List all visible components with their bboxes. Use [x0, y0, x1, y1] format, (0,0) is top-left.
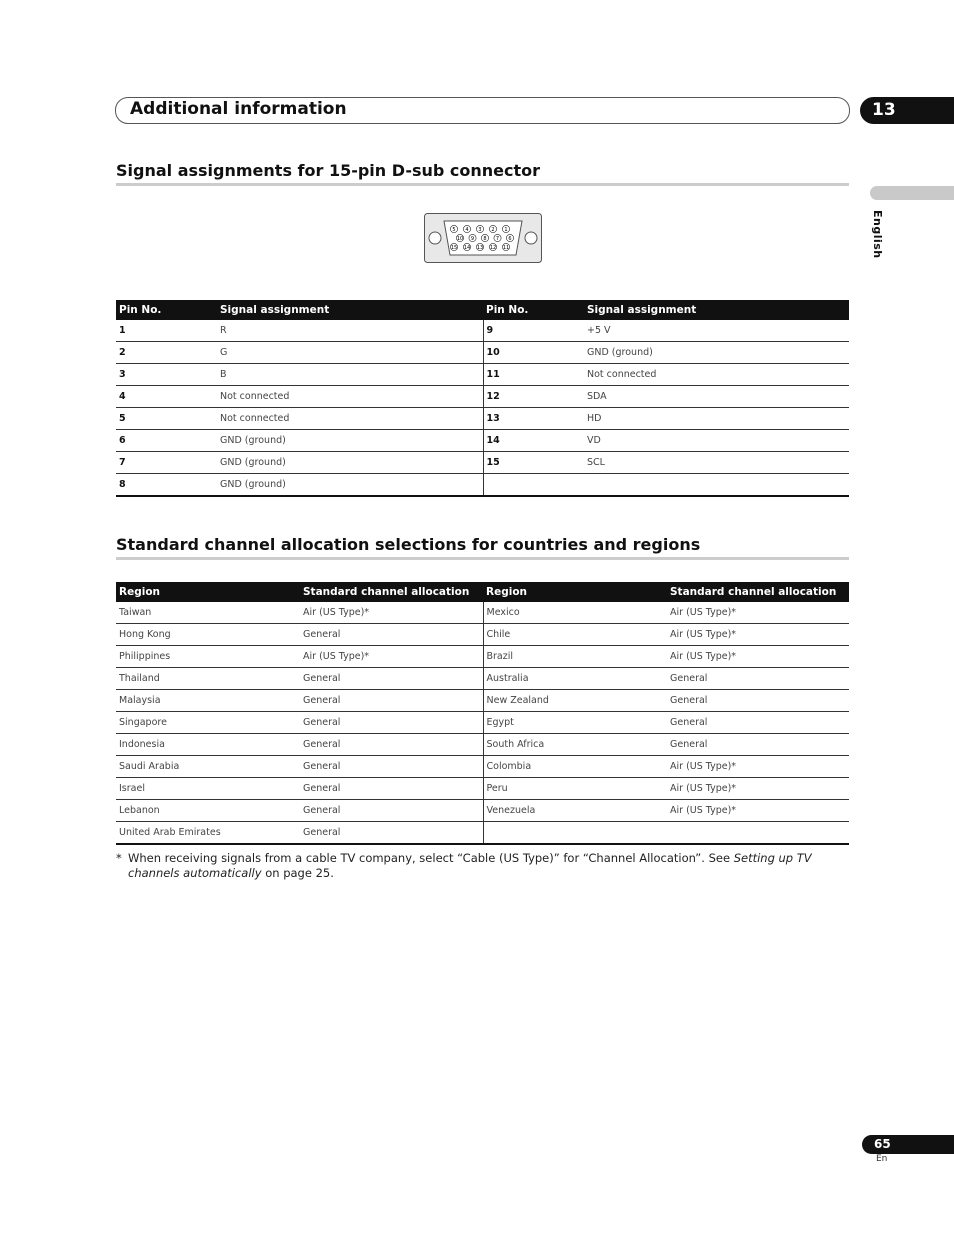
pin-number: 10 — [456, 235, 464, 242]
table-cell: 10 — [483, 342, 584, 364]
table-cell: B — [217, 364, 483, 386]
pin-number: 8 — [483, 235, 487, 242]
table-cell: Singapore — [116, 712, 300, 734]
table-row — [116, 756, 849, 778]
table-row — [116, 364, 849, 386]
table-cell: 8 — [116, 474, 217, 497]
table-cell: GND (ground) — [217, 452, 483, 474]
table-header-row — [116, 300, 849, 320]
table-cell: 7 — [116, 452, 217, 474]
page-number: 65 — [862, 1135, 954, 1154]
table-cell: General — [300, 756, 483, 778]
table-cell: General — [300, 734, 483, 756]
column-header: Signal assignment — [584, 300, 849, 320]
table-cell: Air (US Type)* — [667, 602, 849, 624]
table-row — [116, 646, 849, 668]
table-cell — [483, 822, 667, 845]
table-cell: Philippines — [116, 646, 300, 668]
table-cell: General — [300, 668, 483, 690]
pin-number: 7 — [495, 235, 500, 242]
table-cell: 15 — [483, 452, 584, 474]
table-cell: General — [300, 778, 483, 800]
table-cell: 9 — [483, 320, 584, 342]
table-row — [116, 690, 849, 712]
table-header-row — [116, 582, 849, 602]
pin-number: 12 — [489, 244, 497, 251]
section-title-channel: Standard channel allocation selections for countries and regions — [116, 535, 701, 554]
table-cell: Air (US Type)* — [667, 646, 849, 668]
table-cell: GND (ground) — [217, 474, 483, 497]
table-row — [116, 822, 849, 845]
pin-number: 5 — [452, 226, 456, 233]
table-row — [116, 430, 849, 452]
table-cell: 4 — [116, 386, 217, 408]
table-row — [116, 712, 849, 734]
table-row — [116, 602, 849, 624]
table-cell: Venezuela — [483, 800, 667, 822]
table-row — [116, 624, 849, 646]
table-cell: Egypt — [483, 712, 667, 734]
table-row — [116, 668, 849, 690]
table-row — [116, 452, 849, 474]
page-language-code: En — [876, 1154, 888, 1164]
table-cell: New Zealand — [483, 690, 667, 712]
table-cell: Air (US Type)* — [667, 756, 849, 778]
table-cell: Colombia — [483, 756, 667, 778]
table-cell: Thailand — [116, 668, 300, 690]
table-cell: Not connected — [584, 364, 849, 386]
table-cell: Air (US Type)* — [300, 646, 483, 668]
table-cell: Hong Kong — [116, 624, 300, 646]
pin-number: 1 — [504, 226, 508, 233]
column-header: Standard channel allocation — [667, 582, 849, 602]
table-cell: GND (ground) — [217, 430, 483, 452]
table-cell: General — [300, 822, 483, 845]
pin-number: 13 — [476, 244, 484, 251]
table-cell: +5 V — [584, 320, 849, 342]
pin-number: 6 — [508, 235, 512, 242]
table-row — [116, 408, 849, 430]
table-cell: General — [300, 800, 483, 822]
table-row — [116, 800, 849, 822]
table-row — [116, 342, 849, 364]
language-label: English — [871, 210, 884, 259]
pin-number: 15 — [450, 244, 458, 251]
table-cell: General — [667, 712, 849, 734]
column-header: Pin No. — [483, 300, 584, 320]
table-row — [116, 778, 849, 800]
table-cell: R — [217, 320, 483, 342]
table-cell: 3 — [116, 364, 217, 386]
table-row — [116, 734, 849, 756]
table-cell: Chile — [483, 624, 667, 646]
table-cell: General — [667, 734, 849, 756]
table-cell: Taiwan — [116, 602, 300, 624]
section-divider — [116, 183, 849, 186]
column-header: Region — [483, 582, 667, 602]
table-cell — [584, 474, 849, 497]
table-cell: G — [217, 342, 483, 364]
table-cell: General — [300, 690, 483, 712]
table-cell: Saudi Arabia — [116, 756, 300, 778]
language-tab — [870, 186, 954, 200]
table-cell: Air (US Type)* — [300, 602, 483, 624]
table-cell: General — [667, 668, 849, 690]
table-cell: Indonesia — [116, 734, 300, 756]
table-cell: Australia — [483, 668, 667, 690]
footnote — [116, 851, 836, 881]
table-cell — [667, 822, 849, 845]
table-cell: 12 — [483, 386, 584, 408]
table-cell: Air (US Type)* — [667, 778, 849, 800]
table-cell: 11 — [483, 364, 584, 386]
table-cell: SCL — [584, 452, 849, 474]
table-cell: 1 — [116, 320, 217, 342]
table-cell: South Africa — [483, 734, 667, 756]
column-header: Region — [116, 582, 300, 602]
pin-assignment-table — [116, 300, 849, 497]
table-cell: Not connected — [217, 408, 483, 430]
table-cell: 6 — [116, 430, 217, 452]
table-cell: Peru — [483, 778, 667, 800]
table-cell: General — [300, 712, 483, 734]
table-cell: General — [300, 624, 483, 646]
channel-allocation-table — [116, 582, 849, 845]
table-cell: Lebanon — [116, 800, 300, 822]
table-cell: HD — [584, 408, 849, 430]
column-header: Pin No. — [116, 300, 217, 320]
pin-number: 9 — [470, 235, 475, 242]
chapter-header-bar — [115, 97, 850, 124]
section-divider — [116, 557, 849, 560]
table-cell: 5 — [116, 408, 217, 430]
table-cell: General — [667, 690, 849, 712]
chapter-title: Additional information — [130, 99, 347, 119]
pin-number: 4 — [465, 226, 469, 233]
table-cell: VD — [584, 430, 849, 452]
table-cell: Israel — [116, 778, 300, 800]
pin-number: 3 — [478, 226, 482, 233]
table-cell: United Arab Emirates — [116, 822, 300, 845]
footnote-reference: Setting up TV channels automatically — [128, 851, 812, 880]
table-cell: 13 — [483, 408, 584, 430]
dsub-connector-diagram — [424, 213, 542, 263]
table-cell: Brazil — [483, 646, 667, 668]
pin-number: 2 — [491, 226, 495, 233]
footnote-marker: * — [116, 851, 122, 865]
table-cell: SDA — [584, 386, 849, 408]
footnote-text-end: on page 25. — [261, 866, 334, 880]
table-row — [116, 320, 849, 342]
section-title-signal: Signal assignments for 15-pin D-sub connector — [116, 161, 541, 180]
table-row — [116, 474, 849, 497]
footnote-text: When receiving signals from a cable TV company, select “Cable (US Type)” for “Channel Allocation”. See — [128, 851, 734, 865]
table-cell: Mexico — [483, 602, 667, 624]
table-cell: Not connected — [217, 386, 483, 408]
table-cell: Air (US Type)* — [667, 800, 849, 822]
table-cell: 14 — [483, 430, 584, 452]
column-header: Standard channel allocation — [300, 582, 483, 602]
table-cell: Air (US Type)* — [667, 624, 849, 646]
table-cell: Malaysia — [116, 690, 300, 712]
pin-number: 11 — [502, 244, 510, 251]
table-row — [116, 386, 849, 408]
table-cell: GND (ground) — [584, 342, 849, 364]
pin-number: 14 — [463, 244, 471, 251]
table-cell: 2 — [116, 342, 217, 364]
table-cell — [483, 474, 584, 497]
column-header: Signal assignment — [217, 300, 483, 320]
chapter-number: 13 — [860, 97, 954, 124]
